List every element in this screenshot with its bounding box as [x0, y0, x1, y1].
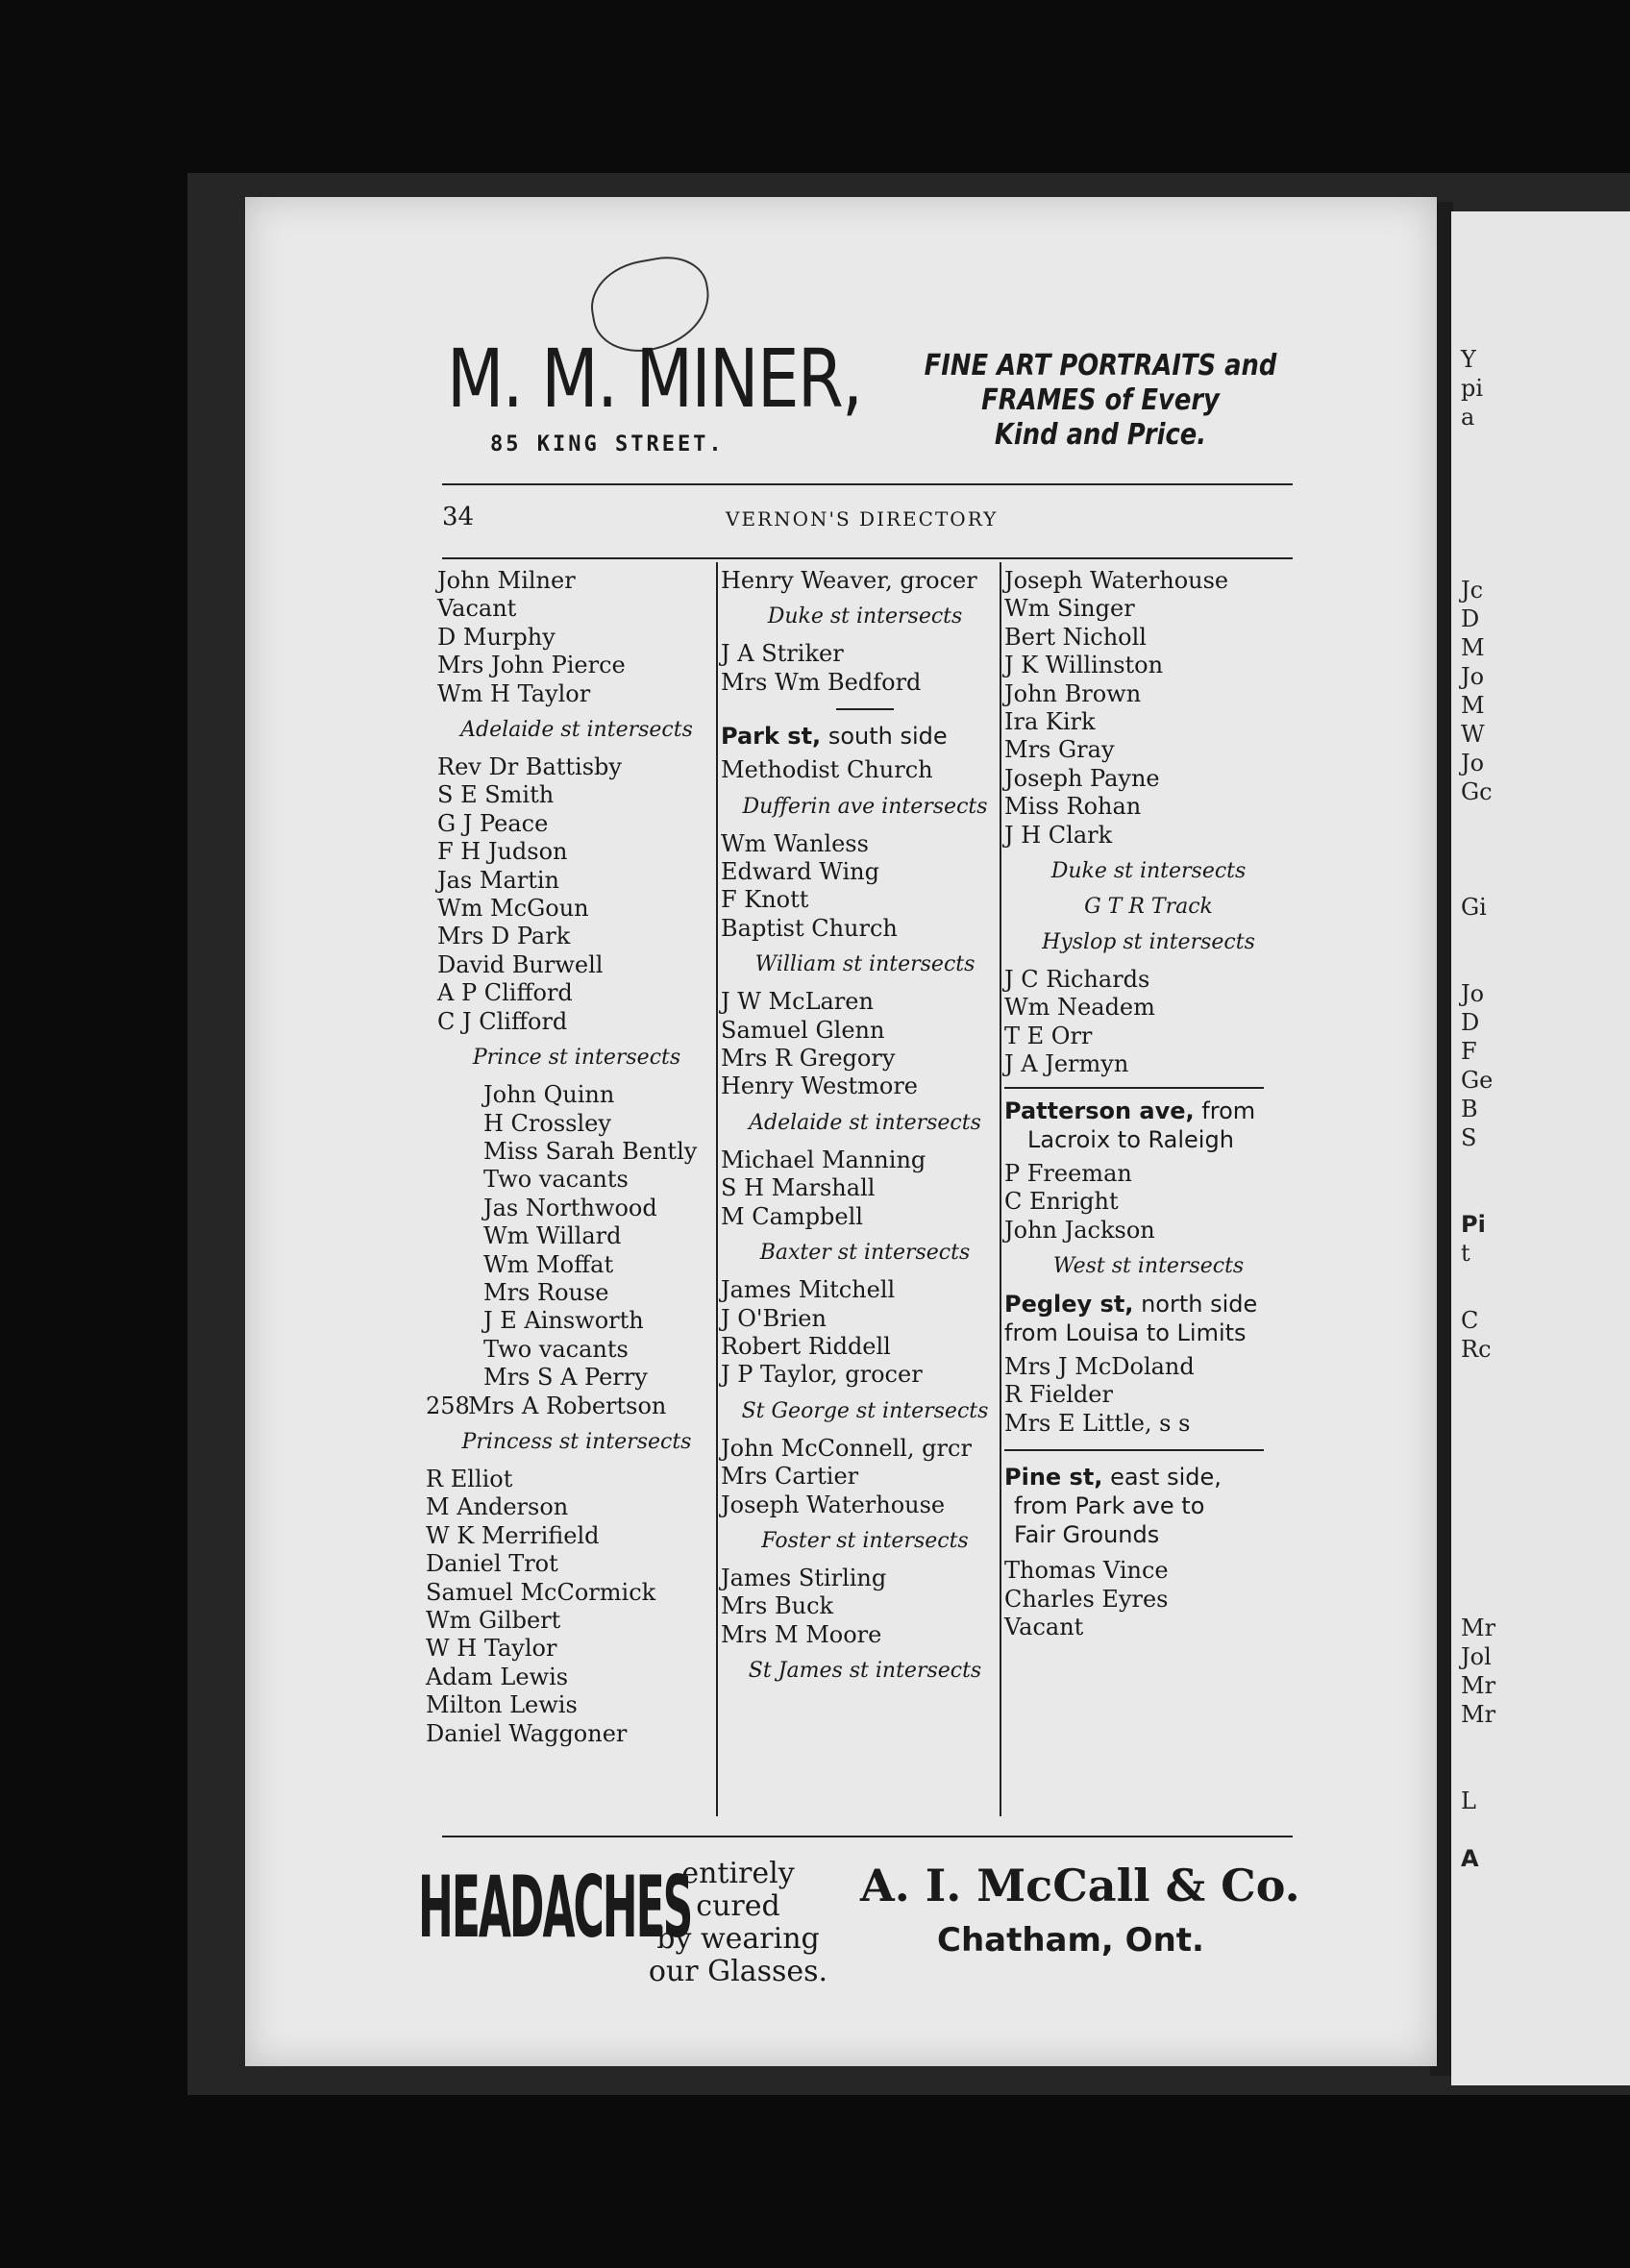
list-item: J C Richards	[1004, 966, 1150, 994]
facing-page-text: t	[1461, 1240, 1470, 1267]
facing-page-text: Mr	[1461, 1615, 1496, 1641]
facing-page-text: W	[1461, 721, 1485, 748]
list-item: Jas Northwood	[483, 1194, 657, 1221]
list-item: C J Clifford	[437, 1007, 568, 1035]
cross-street-heading: Duke st intersects	[1050, 859, 1247, 884]
list-item: Mrs E Little, s s	[1004, 1409, 1191, 1437]
list-item: Wm Moffat	[483, 1250, 614, 1278]
street-heading: Pegley st, north side from Louisa to Limits	[1004, 1290, 1258, 1346]
list-item: Miss Sarah Bently	[483, 1137, 698, 1165]
ad-headline: HEADACHES	[418, 1858, 692, 1957]
cross-street-heading: Adelaide st intersects	[749, 1110, 981, 1135]
list-item: T E Orr	[1004, 1022, 1093, 1049]
advertiser-address: 85 KING STREET.	[490, 432, 725, 456]
list-item: Methodist Church	[721, 756, 933, 784]
cross-street-heading: Dufferin ave intersects	[742, 794, 988, 819]
list-item: Wm McGoun	[437, 895, 589, 923]
facing-page-text: a	[1461, 404, 1475, 431]
street-heading: Pine st, east side, from Park ave to Fair Grounds	[1004, 1464, 1222, 1549]
list-item: Wm H Taylor	[437, 679, 591, 707]
facing-page-fragment	[1451, 211, 1630, 2085]
facing-page-text: Jo	[1461, 750, 1485, 777]
facing-page-text: Jo	[1461, 980, 1485, 1007]
list-item: John Jackson	[1004, 1216, 1155, 1244]
list-item: John McConnell, grcr	[721, 1434, 972, 1462]
list-item: A P Clifford	[437, 979, 573, 1007]
list-item: Bert Nicholl	[1004, 623, 1147, 651]
list-item: Mrs D Park	[437, 923, 571, 950]
list-item: J E Ainsworth	[483, 1307, 644, 1335]
list-item: Vacant	[1004, 1613, 1084, 1640]
list-item: Samuel McCormick	[426, 1578, 656, 1606]
facing-page-text: Rc	[1461, 1336, 1492, 1363]
list-item: Thomas Vince	[1004, 1557, 1169, 1585]
cross-street-heading: William st intersects	[754, 952, 976, 977]
list-item: Wm Gilbert	[426, 1607, 561, 1634]
list-item: John Brown	[1004, 679, 1142, 707]
list-item: Two vacants	[483, 1335, 629, 1363]
list-item: Joseph Waterhouse	[721, 1491, 946, 1518]
section-separator	[836, 708, 894, 710]
list-item: Adam Lewis	[426, 1663, 569, 1690]
cross-street-heading: Duke st intersects	[767, 604, 963, 629]
railway-heading: G T R Track	[1084, 895, 1213, 920]
header-rule-lower	[442, 557, 1293, 559]
facing-page-text: Jo	[1461, 663, 1485, 690]
ad-city: Chatham, Ont.	[937, 1921, 1204, 1960]
facing-page-text: Jol	[1461, 1643, 1492, 1670]
facing-page-text: pi	[1461, 375, 1484, 402]
list-item: Baptist Church	[721, 914, 898, 942]
list-item: R Fielder	[1004, 1381, 1113, 1409]
list-item: John Quinn	[483, 1081, 615, 1109]
facing-page-text: C	[1461, 1307, 1479, 1334]
list-item: Mrs Gray	[1004, 736, 1115, 764]
list-item: F Knott	[721, 886, 809, 914]
list-item: J P Taylor, grocer	[721, 1361, 923, 1389]
list-item: C Enright	[1004, 1188, 1119, 1216]
facing-page-text: D	[1461, 605, 1480, 632]
ad-company: A. I. McCall & Co.	[860, 1860, 1300, 1911]
list-item: Ira Kirk	[1004, 708, 1096, 736]
list-item: Henry Weaver, grocer	[721, 567, 977, 594]
list-item: Wm Willard	[483, 1222, 622, 1250]
list-item: James Mitchell	[721, 1276, 896, 1304]
list-item: Wm Neadem	[1004, 994, 1155, 1022]
cross-street-heading: Foster st intersects	[761, 1528, 969, 1553]
cross-street-heading: St George st intersects	[741, 1398, 989, 1423]
mccall-advertisement	[245, 1850, 1437, 1988]
list-item: G J Peace	[437, 809, 549, 837]
facing-page-text: Ge	[1461, 1067, 1494, 1094]
list-item: Joseph Payne	[1004, 764, 1160, 792]
list-item: James Stirling	[721, 1564, 887, 1591]
list-item: Milton Lewis	[426, 1691, 578, 1719]
facing-page-text: S	[1461, 1124, 1477, 1151]
list-item: Vacant	[437, 595, 517, 623]
facing-page-text: M	[1461, 692, 1485, 719]
list-item: Mrs R Gregory	[721, 1045, 896, 1072]
facing-page-text: B	[1461, 1096, 1478, 1122]
list-item: M Anderson	[426, 1493, 569, 1521]
list-item: J H Clark	[1004, 821, 1113, 849]
facing-page-text: Gc	[1461, 778, 1493, 805]
running-head: VERNON'S DIRECTORY	[726, 507, 999, 530]
list-item: Joseph Waterhouse	[1004, 567, 1229, 594]
list-item: H Crossley	[483, 1109, 611, 1137]
list-item: Two vacants	[483, 1166, 629, 1194]
directory-page	[245, 197, 1437, 2066]
facing-page-text: Mr	[1461, 1672, 1496, 1699]
list-item: Jas Martin	[437, 866, 560, 894]
list-item: Mrs John Pierce	[437, 652, 626, 679]
facing-page-text: M	[1461, 634, 1485, 661]
house-number: 258	[426, 1392, 470, 1419]
header-rule	[442, 483, 1293, 485]
list-item: Edward Wing	[721, 858, 879, 886]
facing-page-text: D	[1461, 1009, 1480, 1036]
page-number: 34	[442, 503, 475, 531]
cross-street-heading: St James st intersects	[748, 1659, 982, 1684]
list-item: W H Taylor	[426, 1635, 557, 1663]
list-item: Daniel Waggoner	[426, 1719, 628, 1747]
list-item: Daniel Trot	[426, 1550, 558, 1578]
list-item: J K Willinston	[1004, 652, 1164, 679]
street-heading: Patterson ave, from Lacroix to Raleigh	[1004, 1097, 1256, 1153]
facing-page-text: A	[1461, 1845, 1479, 1872]
list-item: F H Judson	[437, 838, 568, 866]
column-divider	[716, 562, 718, 1816]
list-item: J O'Brien	[721, 1304, 827, 1332]
list-item: R Elliot	[426, 1465, 513, 1492]
facing-page-text: L	[1461, 1787, 1476, 1814]
cross-street-heading: West st intersects	[1052, 1253, 1245, 1278]
ad-slogan: entirely cured by wearing our Glasses.	[648, 1857, 828, 1988]
list-item: Samuel Glenn	[721, 1016, 885, 1044]
section-rule	[1004, 1087, 1264, 1089]
list-item: P Freeman	[1004, 1159, 1132, 1187]
directory-column-3	[1004, 567, 1293, 1641]
list-item: Miss Rohan	[1004, 793, 1142, 821]
cross-street-heading: Adelaide st intersects	[460, 718, 693, 743]
list-item: Mrs Rouse	[483, 1278, 609, 1306]
list-item: J W McLaren	[721, 988, 874, 1016]
list-item: Rev Dr Battisby	[437, 753, 622, 781]
list-item: John Milner	[437, 567, 576, 594]
list-item: W K Merrifield	[426, 1521, 600, 1549]
directory-column-2	[721, 567, 1009, 1694]
list-item: Mrs S A Perry	[483, 1364, 648, 1392]
list-item: Charles Eyres	[1004, 1585, 1169, 1613]
list-item: J A Jermyn	[1004, 1050, 1129, 1078]
list-item: Wm Singer	[1004, 595, 1135, 623]
list-item: S H Marshall	[721, 1174, 876, 1202]
list-item: Mrs Wm Bedford	[721, 668, 922, 696]
miner-advertisement	[245, 332, 1437, 485]
list-item: Mrs J McDoland	[1004, 1352, 1195, 1380]
facing-page-text: Mr	[1461, 1701, 1496, 1728]
list-item: David Burwell	[437, 950, 604, 978]
street-heading: Park st, south side	[721, 723, 948, 751]
cross-street-heading: Princess st intersects	[461, 1429, 692, 1454]
cross-street-heading: Baxter st intersects	[759, 1241, 971, 1266]
list-item: Mrs Cartier	[721, 1463, 859, 1491]
advertiser-name: M. M. MINER,	[447, 332, 862, 426]
facing-page-text: Gi	[1461, 894, 1487, 921]
list-item: Mrs Buck	[721, 1592, 834, 1620]
list-item: 258Mrs A Robertson	[426, 1392, 667, 1419]
section-rule	[1004, 1449, 1264, 1451]
cross-street-heading: Hyslop st intersects	[1042, 930, 1255, 955]
facing-page-text: Y	[1461, 346, 1476, 373]
facing-page-text: Jc	[1461, 577, 1484, 604]
facing-page-text: Pi	[1461, 1211, 1486, 1238]
directory-column-1	[426, 567, 716, 1748]
cross-street-heading: Prince st intersects	[472, 1046, 681, 1071]
list-item: Michael Manning	[721, 1146, 926, 1173]
list-item: Henry Westmore	[721, 1072, 919, 1100]
footer-rule	[442, 1836, 1293, 1837]
list-item: Robert Riddell	[721, 1332, 891, 1360]
list-item: Wm Wanless	[721, 829, 869, 857]
facing-page-text: F	[1461, 1038, 1477, 1065]
list-item: J A Striker	[721, 640, 844, 668]
list-item: D Murphy	[437, 623, 556, 651]
advertiser-tagline: FINE ART PORTRAITS and FRAMES of Every Kind and Price.	[924, 349, 1277, 452]
list-item: M Campbell	[721, 1202, 863, 1230]
list-item: Mrs M Moore	[721, 1620, 882, 1648]
list-item: S E Smith	[437, 781, 555, 809]
